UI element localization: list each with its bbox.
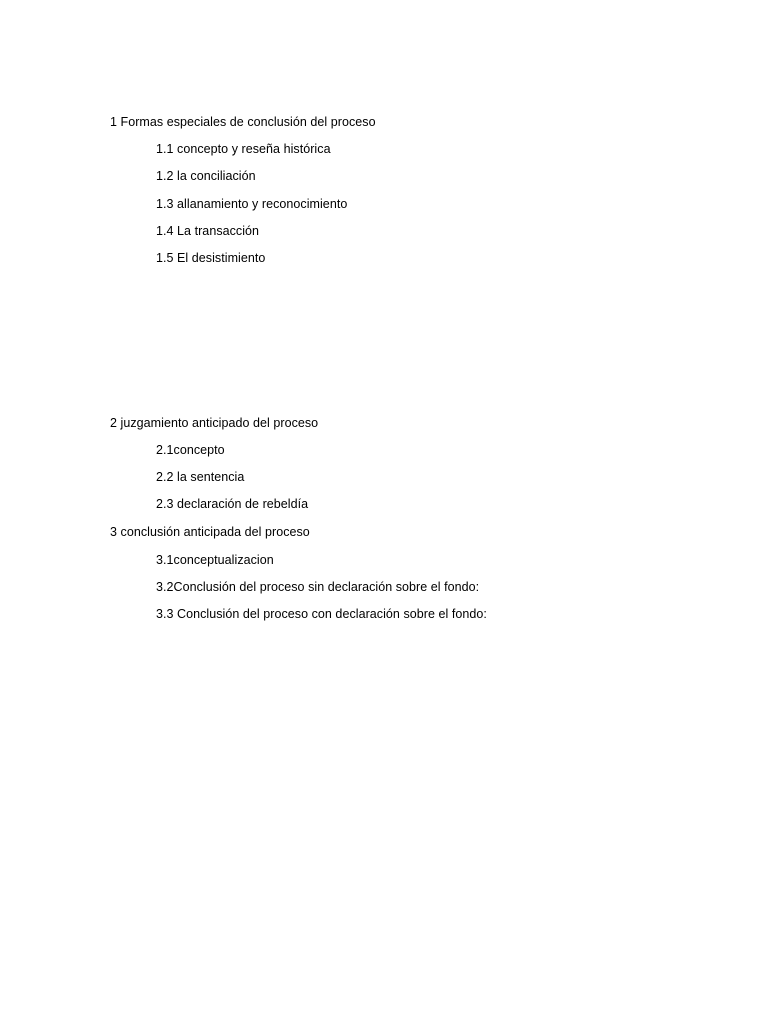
section-1-item-3: 1.3 allanamiento y reconocimiento — [156, 197, 348, 211]
section-1-item-4: 1.4 La transacción — [156, 224, 260, 238]
section-1-item-5: 1.5 El desistimiento — [156, 251, 266, 265]
section-3-heading: 3 conclusión anticipada del proceso — [110, 525, 310, 539]
section-1-item-2: 1.2 la conciliación — [156, 169, 256, 183]
section-1-item-1: 1.1 concepto y reseña histórica — [156, 142, 331, 156]
section-3-item-3: 3.3 Conclusión del proceso con declaración sobre el fondo: — [156, 607, 487, 621]
section-2-item-1: 2.1concepto — [156, 443, 225, 457]
section-3-item-2: 3.2Conclusión del proceso sin declaración sobre el fondo: — [156, 580, 480, 594]
section-2-heading: 2 juzgamiento anticipado del proceso — [110, 416, 319, 430]
section-3-item-1: 3.1conceptualizacion — [156, 553, 274, 567]
section-2-item-2: 2.2 la sentencia — [156, 470, 245, 484]
section-2-item-3: 2.3 declaración de rebeldía — [156, 497, 309, 511]
section-1-heading: 1 Formas especiales de conclusión del proceso — [110, 115, 376, 129]
